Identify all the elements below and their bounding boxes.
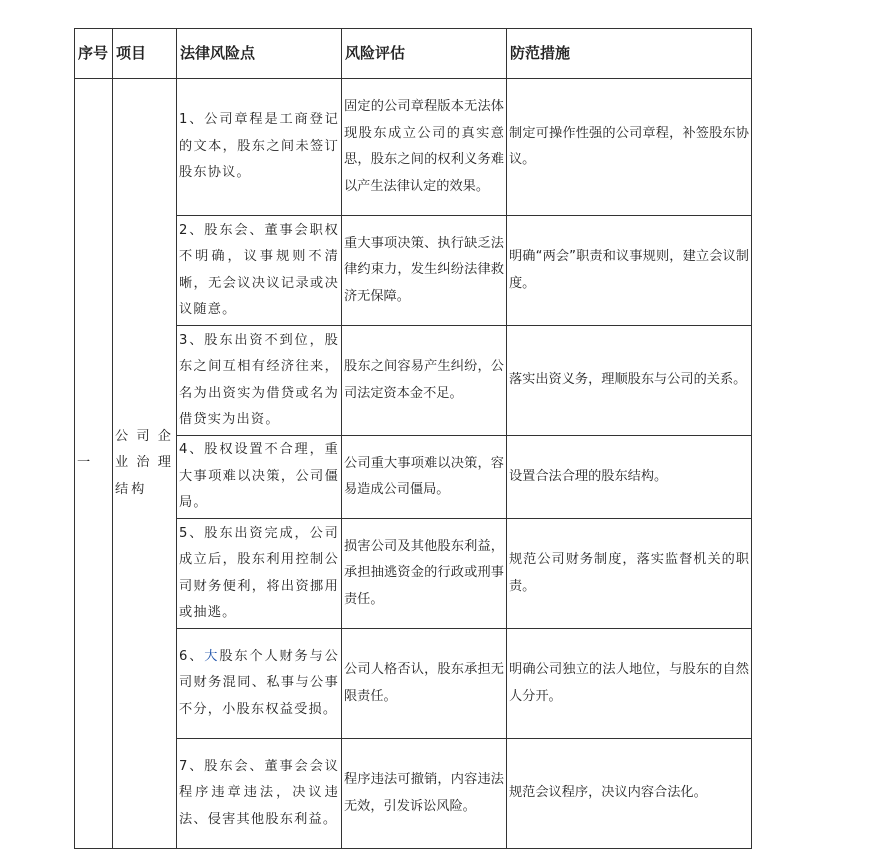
header-seq: 序号 xyxy=(75,29,113,79)
table-row xyxy=(75,326,752,436)
risk-assessment-cell: 股东之间容易产生纠纷，公司法定资本金不足。 xyxy=(342,326,507,436)
risk-point-prefix: 6、 xyxy=(179,648,205,664)
header-risk-point: 法律风险点 xyxy=(177,29,342,79)
risk-assessment-cell: 重大事项决策、执行缺乏法律约束力，发生纠纷法律救济无保障。 xyxy=(342,216,507,326)
risk-point-cell: 2、股东会、董事会职权不明确，议事规则不清晰，无会议决议记录或决议随意。 xyxy=(177,216,342,326)
header-risk-assessment: 风险评估 xyxy=(342,29,507,79)
legal-risk-table xyxy=(74,28,752,849)
measures-cell: 落实出资义务，理顺股东与公司的关系。 xyxy=(507,326,752,436)
table-row xyxy=(75,216,752,326)
risk-point-cell xyxy=(177,629,342,739)
table-row xyxy=(75,436,752,519)
header-measures: 防范措施 xyxy=(507,29,752,79)
risk-point-cell: 3、股东出资不到位，股东之间互相有经济往来，名为出资实为借贷或名为借贷实为出资。 xyxy=(177,326,342,436)
measures-cell: 制定可操作性强的公司章程，补签股东协议。 xyxy=(507,79,752,216)
risk-point-cell: 5、股东出资完成，公司成立后，股东利用控制公司财务便利，将出资挪用或抽逃。 xyxy=(177,519,342,629)
header-project: 项目 xyxy=(113,29,177,79)
measures-cell: 规范公司财务制度，落实监督机关的职责。 xyxy=(507,519,752,629)
risk-point-cell: 1、公司章程是工商登记的文本，股东之间未签订股东协议。 xyxy=(177,79,342,216)
risk-point-cell: 4、股权设置不合理，重大事项难以决策，公司僵局。 xyxy=(177,436,342,519)
group-project: 公司企业治理结构 xyxy=(113,79,177,849)
table-row xyxy=(75,519,752,629)
measures-cell: 明确公司独立的法人地位，与股东的自然人分开。 xyxy=(507,629,752,739)
risk-assessment-cell: 公司重大事项难以决策，容易造成公司僵局。 xyxy=(342,436,507,519)
measures-cell: 规范会议程序，决议内容合法化。 xyxy=(507,739,752,849)
group-seq: 一 xyxy=(75,79,113,849)
table-header-row xyxy=(75,29,752,79)
risk-assessment-cell: 损害公司及其他股东利益，承担抽逃资金的行政或刑事责任。 xyxy=(342,519,507,629)
table-row xyxy=(75,739,752,849)
risk-assessment-cell: 公司人格否认，股东承担无限责任。 xyxy=(342,629,507,739)
risk-assessment-cell: 程序违法可撤销，内容违法无效，引发诉讼风险。 xyxy=(342,739,507,849)
risk-point-highlight: 大 xyxy=(204,648,220,664)
risk-point-rest: 股东个人财务与公司财务混同、私事与公事不分，小股东权益受损。 xyxy=(179,648,339,717)
measures-cell: 设置合法合理的股东结构。 xyxy=(507,436,752,519)
risk-point-cell: 7、股东会、董事会会议程序违章违法，决议违法、侵害其他股东利益。 xyxy=(177,739,342,849)
table-row xyxy=(75,79,752,216)
table-row xyxy=(75,629,752,739)
risk-assessment-cell: 固定的公司章程版本无法体现股东成立公司的真实意思，股东之间的权利义务难以产生法律认定的效果。 xyxy=(342,79,507,216)
measures-cell: 明确“两会”职责和议事规则，建立会议制度。 xyxy=(507,216,752,326)
